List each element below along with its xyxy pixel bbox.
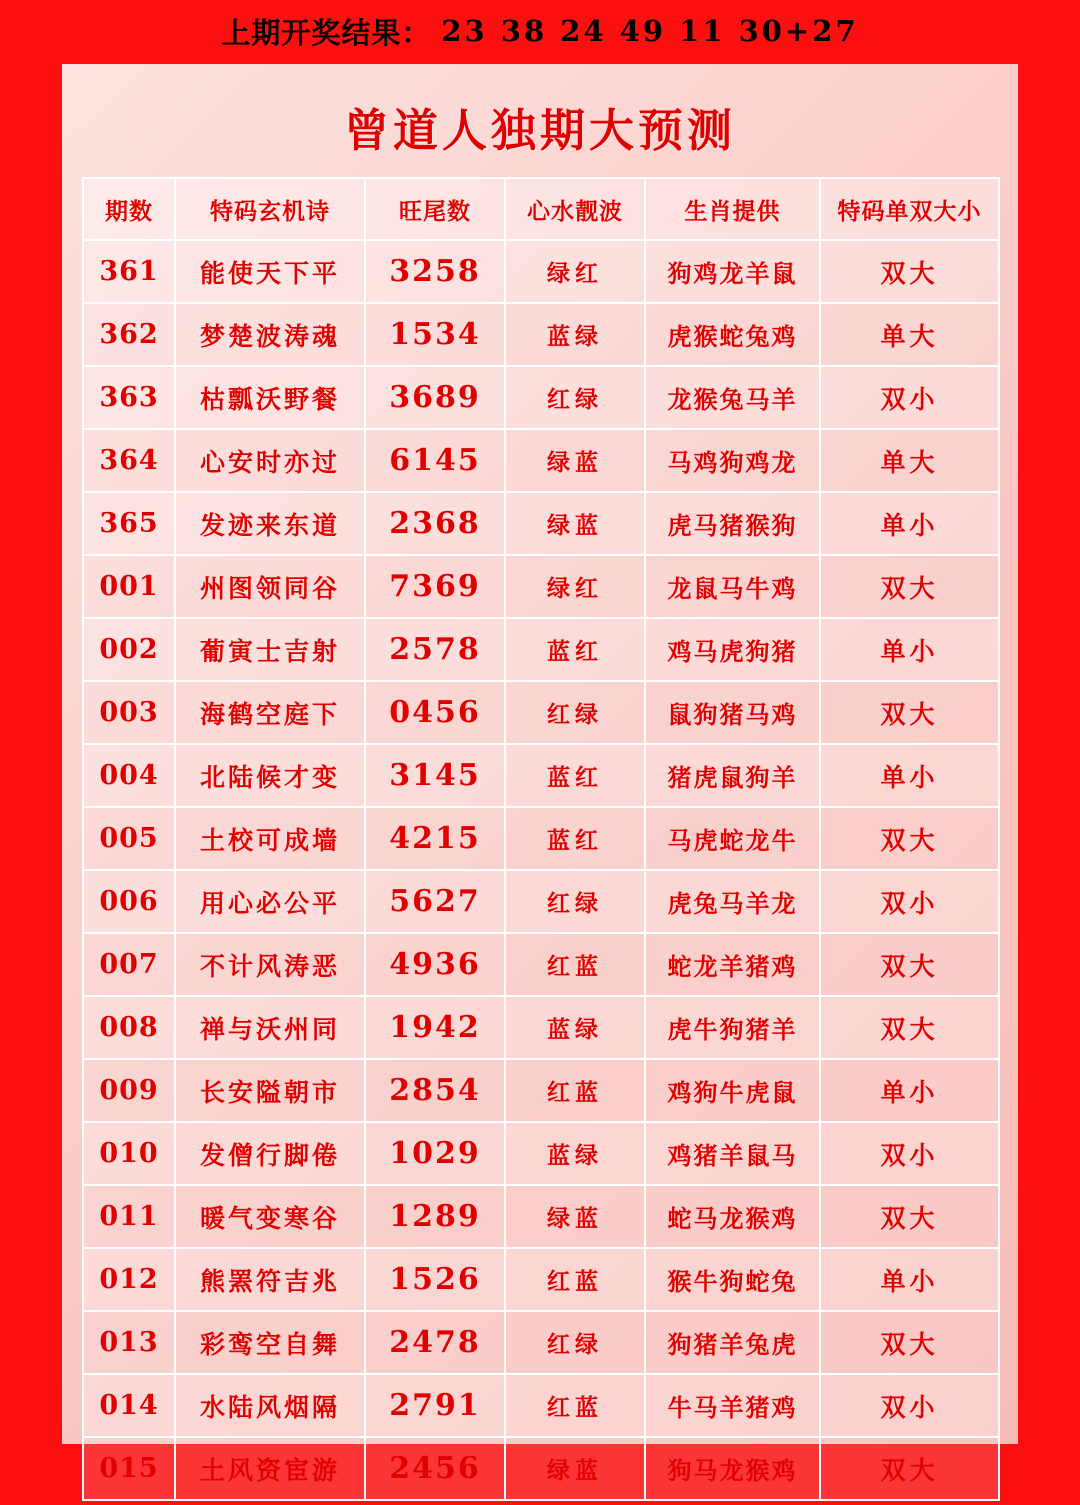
- cell-period: 013: [83, 1311, 175, 1374]
- table-row: [83, 744, 999, 807]
- cell-wave: 绿蓝: [505, 1437, 645, 1500]
- table-row: [83, 933, 999, 996]
- column-header-wave: 心水靓波: [505, 178, 645, 240]
- cell-poem: 彩鸾空自舞: [175, 1311, 365, 1374]
- cell-wave: 红绿: [505, 366, 645, 429]
- cell-size: 双小: [820, 366, 999, 429]
- cell-period: 004: [83, 744, 175, 807]
- cell-size: 双大: [820, 1437, 999, 1500]
- cell-poem: 熊罴符吉兆: [175, 1248, 365, 1311]
- cell-tail: 4936: [365, 933, 505, 996]
- cell-wave: 绿红: [505, 240, 645, 303]
- cell-tail: 1942: [365, 996, 505, 1059]
- cell-period: 009: [83, 1059, 175, 1122]
- cell-wave: 蓝绿: [505, 303, 645, 366]
- cell-wave: 蓝绿: [505, 1122, 645, 1185]
- cell-wave: 绿红: [505, 555, 645, 618]
- cell-size: 双大: [820, 1185, 999, 1248]
- table-row: [83, 1374, 999, 1437]
- cell-tail: 3145: [365, 744, 505, 807]
- cell-poem: 土风资宦游: [175, 1437, 365, 1500]
- cell-poem: 发迹来东道: [175, 492, 365, 555]
- cell-poem: 水陆风烟隔: [175, 1374, 365, 1437]
- cell-size: 双小: [820, 1122, 999, 1185]
- cell-wave: 蓝绿: [505, 996, 645, 1059]
- table-row: [83, 492, 999, 555]
- cell-tail: 2456: [365, 1437, 505, 1500]
- cell-period: 010: [83, 1122, 175, 1185]
- cell-zodiac: 蛇马龙猴鸡: [645, 1185, 820, 1248]
- cell-tail: 3689: [365, 366, 505, 429]
- table-row: [83, 1311, 999, 1374]
- cell-tail: 1029: [365, 1122, 505, 1185]
- cell-period: 012: [83, 1248, 175, 1311]
- cell-zodiac: 马虎蛇龙牛: [645, 807, 820, 870]
- cell-period: 006: [83, 870, 175, 933]
- cell-size: 双大: [820, 240, 999, 303]
- cell-period: 005: [83, 807, 175, 870]
- cell-tail: 5627: [365, 870, 505, 933]
- cell-period: 365: [83, 492, 175, 555]
- cell-tail: 3258: [365, 240, 505, 303]
- cell-poem: 能使天下平: [175, 240, 365, 303]
- cell-tail: 7369: [365, 555, 505, 618]
- cell-wave: 红绿: [505, 1311, 645, 1374]
- cell-wave: 绿蓝: [505, 1185, 645, 1248]
- cell-size: 双大: [820, 807, 999, 870]
- cell-poem: 海鹤空庭下: [175, 681, 365, 744]
- table-row: [83, 429, 999, 492]
- cell-zodiac: 鼠狗猪马鸡: [645, 681, 820, 744]
- cell-size: 单小: [820, 618, 999, 681]
- cell-wave: 绿蓝: [505, 492, 645, 555]
- cell-zodiac: 蛇龙羊猪鸡: [645, 933, 820, 996]
- cell-tail: 4215: [365, 807, 505, 870]
- cell-size: 单小: [820, 744, 999, 807]
- cell-size: 单大: [820, 303, 999, 366]
- cell-tail: 2478: [365, 1311, 505, 1374]
- cell-poem: 禅与沃州同: [175, 996, 365, 1059]
- cell-tail: 2791: [365, 1374, 505, 1437]
- column-header-poem: 特码玄机诗: [175, 178, 365, 240]
- cell-tail: 2578: [365, 618, 505, 681]
- cell-size: 双小: [820, 1374, 999, 1437]
- page-title: 曾道人独期大预测: [343, 104, 736, 157]
- cell-poem: 土校可成墙: [175, 807, 365, 870]
- cell-wave: 红蓝: [505, 1248, 645, 1311]
- cell-tail: 1289: [365, 1185, 505, 1248]
- cell-period: 007: [83, 933, 175, 996]
- cell-size: 单大: [820, 429, 999, 492]
- cell-poem: 暖气变寒谷: [175, 1185, 365, 1248]
- cell-poem: 不计风涛恶: [175, 933, 365, 996]
- cell-period: 361: [83, 240, 175, 303]
- cell-size: 双大: [820, 681, 999, 744]
- cell-zodiac: 鸡猪羊鼠马: [645, 1122, 820, 1185]
- cell-period: 002: [83, 618, 175, 681]
- cell-poem: 用心必公平: [175, 870, 365, 933]
- table-row: [83, 240, 999, 303]
- cell-poem: 梦楚波涛魂: [175, 303, 365, 366]
- cell-wave: 红蓝: [505, 933, 645, 996]
- table-row: [83, 1248, 999, 1311]
- cell-period: 364: [83, 429, 175, 492]
- cell-zodiac: 虎牛狗猪羊: [645, 996, 820, 1059]
- cell-zodiac: 狗鸡龙羊鼠: [645, 240, 820, 303]
- table-row: [83, 303, 999, 366]
- table-row: [83, 366, 999, 429]
- cell-wave: 红绿: [505, 681, 645, 744]
- cell-zodiac: 鸡马虎狗猪: [645, 618, 820, 681]
- cell-tail: 2368: [365, 492, 505, 555]
- table-row: [83, 807, 999, 870]
- cell-tail: 0456: [365, 681, 505, 744]
- cell-poem: 州图领同谷: [175, 555, 365, 618]
- cell-zodiac: 狗猪羊兔虎: [645, 1311, 820, 1374]
- prediction-sheet: [62, 64, 1018, 1486]
- table-row: [83, 555, 999, 618]
- column-header-period: 期数: [83, 178, 175, 240]
- cell-poem: 发僧行脚倦: [175, 1122, 365, 1185]
- cell-poem: 枯瓢沃野餐: [175, 366, 365, 429]
- cell-wave: 蓝红: [505, 807, 645, 870]
- cell-size: 双大: [820, 933, 999, 996]
- cell-tail: 1534: [365, 303, 505, 366]
- cell-zodiac: 虎马猪猴狗: [645, 492, 820, 555]
- cell-size: 单小: [820, 492, 999, 555]
- last-draw-label: 上期开奖结果：: [221, 15, 432, 50]
- cell-period: 363: [83, 366, 175, 429]
- cell-size: 双大: [820, 996, 999, 1059]
- column-header-tail: 旺尾数: [365, 178, 505, 240]
- cell-size: 单小: [820, 1059, 999, 1122]
- cell-period: 014: [83, 1374, 175, 1437]
- last-draw-numbers: 23 38 24 49 11 30+27: [441, 14, 859, 48]
- cell-size: 双大: [820, 1311, 999, 1374]
- cell-tail: 1526: [365, 1248, 505, 1311]
- table-body: [83, 240, 999, 1500]
- table-row: [83, 1122, 999, 1185]
- cell-wave: 绿蓝: [505, 429, 645, 492]
- cell-size: 双大: [820, 555, 999, 618]
- cell-zodiac: 狗马龙猴鸡: [645, 1437, 820, 1500]
- last-draw-banner: [0, 0, 1080, 62]
- table-row: [83, 1059, 999, 1122]
- cell-poem: 葡寅士吉射: [175, 618, 365, 681]
- table-row: [83, 1437, 999, 1500]
- cell-zodiac: 虎猴蛇兔鸡: [645, 303, 820, 366]
- cell-zodiac: 猴牛狗蛇兔: [645, 1248, 820, 1311]
- cell-zodiac: 龙猴兔马羊: [645, 366, 820, 429]
- cell-period: 008: [83, 996, 175, 1059]
- table-row: [83, 681, 999, 744]
- cell-tail: 2854: [365, 1059, 505, 1122]
- column-header-size: 特码单双大小: [820, 178, 999, 240]
- cell-zodiac: 虎兔马羊龙: [645, 870, 820, 933]
- cell-tail: 6145: [365, 429, 505, 492]
- column-header-zodiac: 生肖提供: [645, 178, 820, 240]
- cell-period: 003: [83, 681, 175, 744]
- cell-period: 001: [83, 555, 175, 618]
- table-row: [83, 1185, 999, 1248]
- cell-wave: 红蓝: [505, 1059, 645, 1122]
- cell-zodiac: 猪虎鼠狗羊: [645, 744, 820, 807]
- prediction-table: [82, 177, 1000, 1501]
- table-header-row: [83, 178, 999, 240]
- cell-zodiac: 牛马羊猪鸡: [645, 1374, 820, 1437]
- cell-period: 015: [83, 1437, 175, 1500]
- table-row: [83, 618, 999, 681]
- cell-wave: 蓝红: [505, 744, 645, 807]
- cell-zodiac: 鸡狗牛虎鼠: [645, 1059, 820, 1122]
- cell-wave: 红绿: [505, 870, 645, 933]
- table-row: [83, 996, 999, 1059]
- cell-period: 011: [83, 1185, 175, 1248]
- cell-poem: 心安时亦过: [175, 429, 365, 492]
- cell-size: 双小: [820, 870, 999, 933]
- cell-poem: 长安隘朝市: [175, 1059, 365, 1122]
- cell-size: 单小: [820, 1248, 999, 1311]
- cell-poem: 北陆候才变: [175, 744, 365, 807]
- cell-zodiac: 龙鼠马牛鸡: [645, 555, 820, 618]
- cell-zodiac: 马鸡狗鸡龙: [645, 429, 820, 492]
- cell-wave: 红蓝: [505, 1374, 645, 1437]
- cell-period: 362: [83, 303, 175, 366]
- cell-wave: 蓝红: [505, 618, 645, 681]
- table-row: [83, 870, 999, 933]
